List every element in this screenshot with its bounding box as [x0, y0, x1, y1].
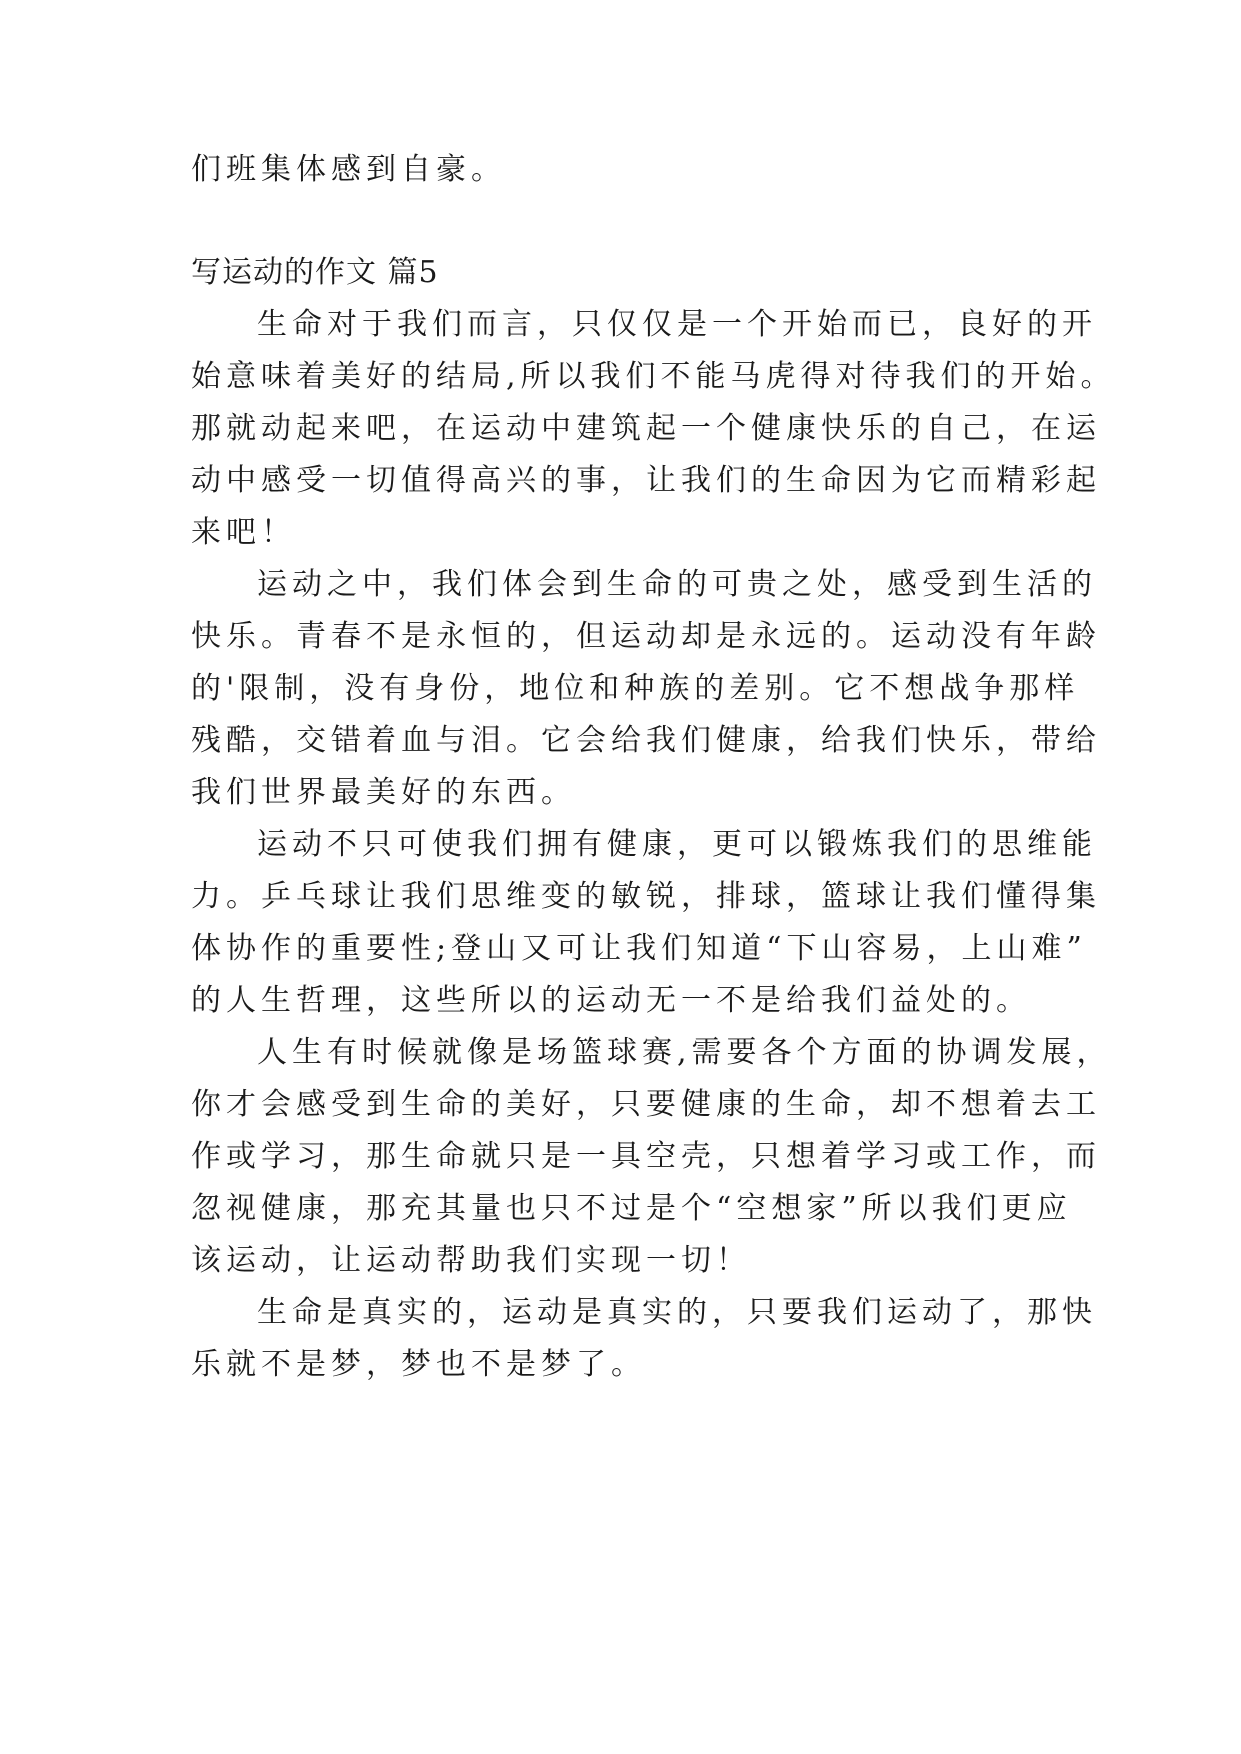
paragraph-2-line-3: 的'限制，没有身份，地位和种族的差别。它不想战争那样	[191, 671, 1080, 706]
paragraph-1-line-3: 那就动起来吧，在运动中建筑起一个健康快乐的自己，在运	[191, 411, 1101, 446]
paragraph-1-line-4: 动中感受一切值得高兴的事，让我们的生命因为它而精彩起	[191, 463, 1101, 498]
paragraph-4-line-5: 该运动，让运动帮助我们实现一切！	[191, 1243, 751, 1278]
paragraph-3-line-1: 运动不只可使我们拥有健康，更可以锻炼我们的思维能	[257, 827, 1097, 862]
paragraph-1-line-5: 来吧！	[191, 515, 296, 550]
paragraph-4-line-3: 作或学习，那生命就只是一具空壳，只想着学习或工作，而	[191, 1139, 1101, 1174]
paragraph-4-line-4: 忽视健康，那充其量也只不过是个“空想家”所以我们更应	[191, 1191, 1072, 1226]
paragraph-1-line-1: 生命对于我们而言，只仅仅是一个开始而已，良好的开	[257, 307, 1097, 342]
paragraph-1-line-2: 始意味着美好的结局,所以我们不能马虎得对待我们的开始。	[191, 359, 1116, 394]
paragraph-4-line-1: 人生有时候就像是场篮球赛,需要各个方面的协调发展，	[257, 1035, 1112, 1070]
paragraph-2-line-4: 残酷，交错着血与泪。它会给我们健康，给我们快乐，带给	[191, 723, 1101, 758]
paragraph-5-line-2: 乐就不是梦，梦也不是梦了。	[191, 1347, 646, 1382]
paragraph-5-line-1: 生命是真实的，运动是真实的，只要我们运动了，那快	[257, 1295, 1097, 1330]
section-title: 写运动的作文 篇5	[191, 255, 439, 290]
paragraph-2-line-5: 我们世界最美好的东西。	[191, 775, 576, 810]
paragraph-3-line-2: 力。乒乓球让我们思维变的敏锐，排球，篮球让我们懂得集	[191, 879, 1101, 914]
paragraph-3-line-3: 体协作的重要性;登山又可让我们知道“下山容易，上山难”	[191, 931, 1087, 966]
paragraph-2-line-1: 运动之中，我们体会到生命的可贵之处，感受到生活的	[257, 567, 1097, 602]
paragraph-3-line-4: 的人生哲理，这些所以的运动无一不是给我们益处的。	[191, 983, 1031, 1018]
paragraph-4-line-2: 你才会感受到生命的美好，只要健康的生命，却不想着去工	[191, 1087, 1101, 1122]
paragraph-2-line-2: 快乐。青春不是永恒的，但运动却是永远的。运动没有年龄	[191, 619, 1101, 654]
continuation-line: 们班集体感到自豪。	[191, 152, 506, 187]
